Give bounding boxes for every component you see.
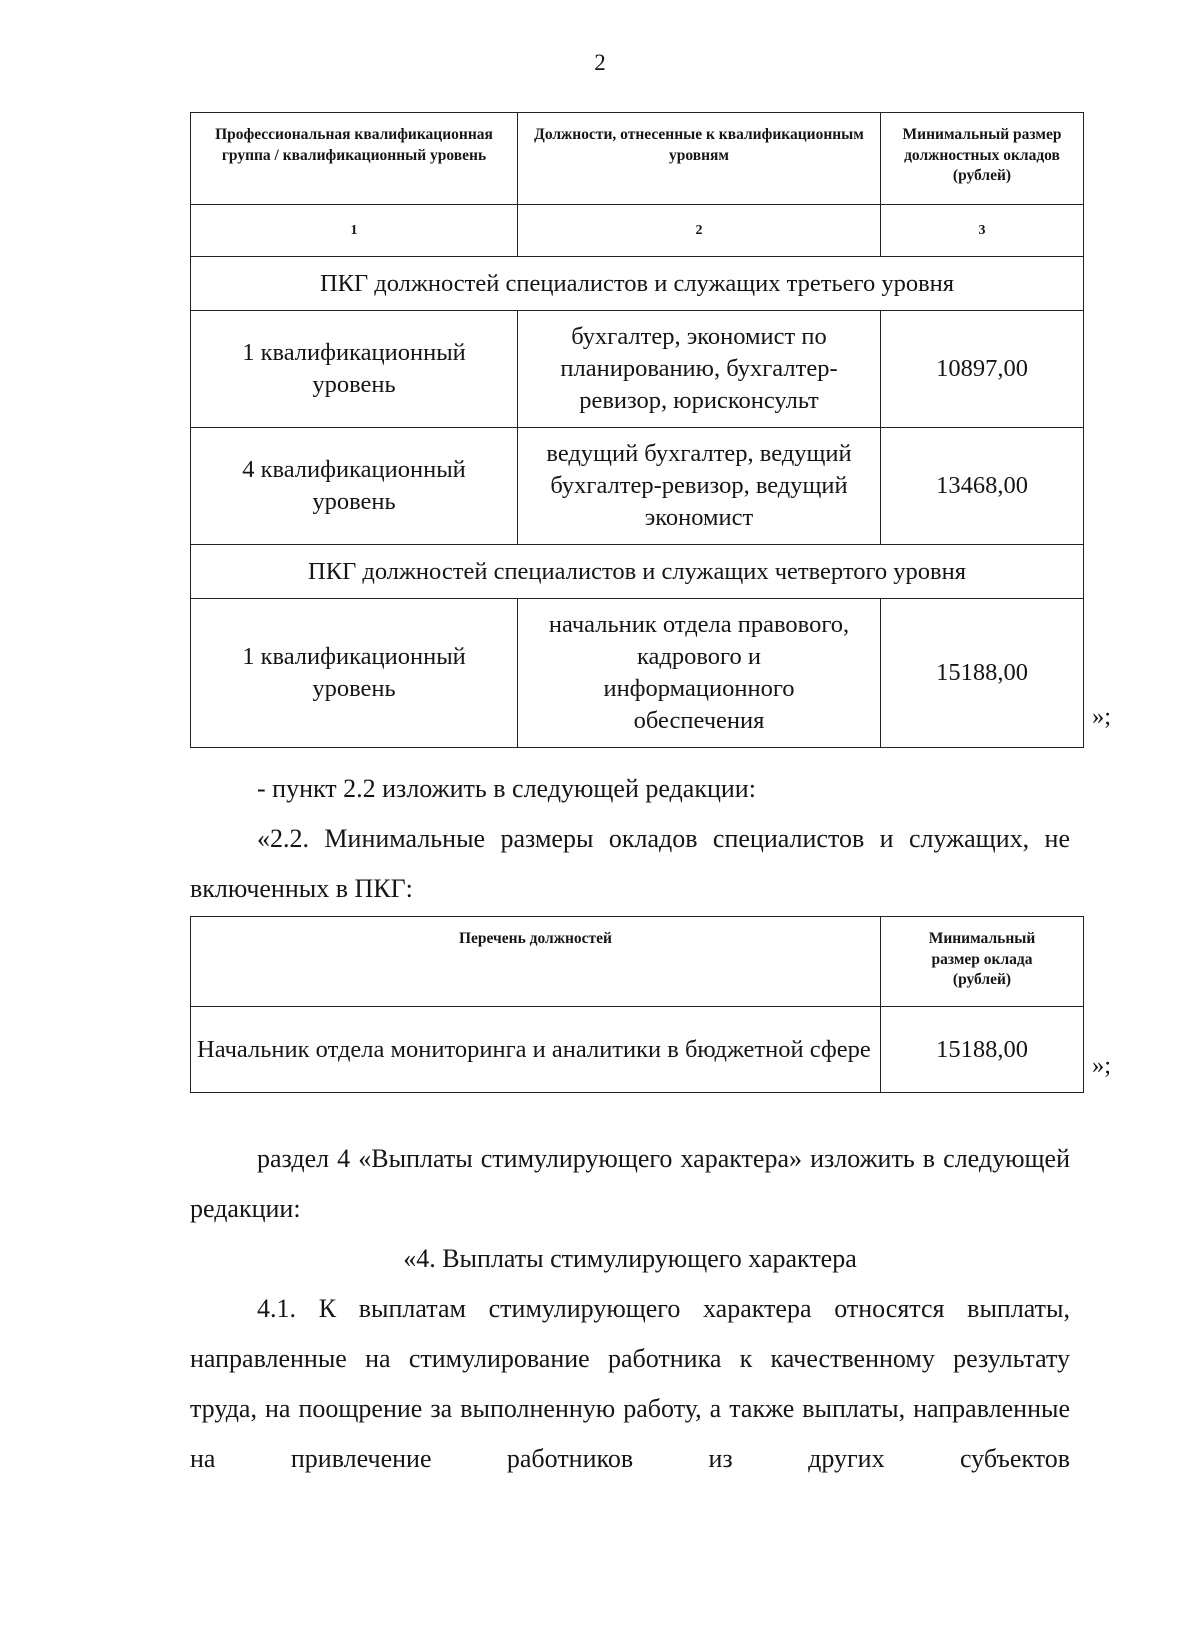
column-number: 1: [191, 205, 518, 257]
paragraph-4-1: 4.1. К выплатам стимулирующего характера относятся выплаты, направленные на стимулирование работника к качественному результату труда, на поощрение за выполненную работу, а также выплаты, направленные на привлечение работников из других субъектов: [190, 1294, 1070, 1473]
closing-quote: »;: [1092, 1052, 1112, 1079]
salary-table-non-pkg: [190, 916, 1084, 1093]
paragraph-2-2-intro: - пункт 2.2 изложить в следующей редакции:: [257, 774, 756, 803]
table-header-row: [191, 917, 1084, 1007]
table-row: [191, 1007, 1084, 1093]
salary-value: 15188,00: [881, 1007, 1084, 1093]
section-4-intro: раздел 4 «Выплаты стимулирующего характера» изложить в следующей редакции:: [190, 1144, 1070, 1223]
positions-list: бухгалтер, экономист по планированию, бухгалтер-ревизор, юрисконсульт: [518, 311, 881, 428]
group-title-row: [191, 257, 1084, 311]
closing-quote: »;: [1092, 703, 1112, 730]
group-title: ПКГ должностей специалистов и служащих четвертого уровня: [191, 545, 1084, 599]
salary-table-pkg: [190, 112, 1084, 748]
salary-value: 10897,00: [881, 311, 1084, 428]
column-number: 3: [881, 205, 1084, 257]
table-header-row: [191, 113, 1084, 205]
salary-value: 15188,00: [881, 599, 1084, 748]
positions-list: ведущий бухгалтер, ведущий бухгалтер-ревизор, ведущий экономист: [518, 428, 881, 545]
qualification-level: 1 квалификационный уровень: [191, 311, 518, 428]
table-row: [191, 599, 1084, 748]
qualification-level: 1 квалификационный уровень: [191, 599, 518, 748]
group-title: ПКГ должностей специалистов и служащих третьего уровня: [191, 257, 1084, 311]
position-name: Начальник отдела мониторинга и аналитики в бюджетной сфере: [191, 1007, 881, 1093]
header-min-salary: Минимальный размер оклада (рублей): [881, 917, 1084, 1007]
paragraph-2-2-quote: «2.2. Минимальные размеры окладов специалистов и служащих, не включенных в ПКГ:: [190, 824, 1070, 903]
header-positions: Должности, отнесенные к квалификационным уровням: [518, 113, 881, 205]
table-row: [191, 428, 1084, 545]
table-row: [191, 311, 1084, 428]
salary-value: 13468,00: [881, 428, 1084, 545]
section-4-heading: «4. Выплаты стимулирующего характера: [403, 1244, 857, 1273]
group-title-row: [191, 545, 1084, 599]
header-min-salary: Минимальный размер должностных окладов (рублей): [881, 113, 1084, 205]
header-qualification-group: Профессиональная квалификационная группа / квалификационный уровень: [191, 113, 518, 205]
qualification-level: 4 квалификационный уровень: [191, 428, 518, 545]
page-number: 2: [594, 50, 606, 75]
column-number-row: [191, 205, 1084, 257]
column-number: 2: [518, 205, 881, 257]
positions-list: начальник отдела правового, кадрового и информационного обеспечения: [518, 599, 881, 748]
header-position-list: Перечень должностей: [191, 917, 881, 1007]
